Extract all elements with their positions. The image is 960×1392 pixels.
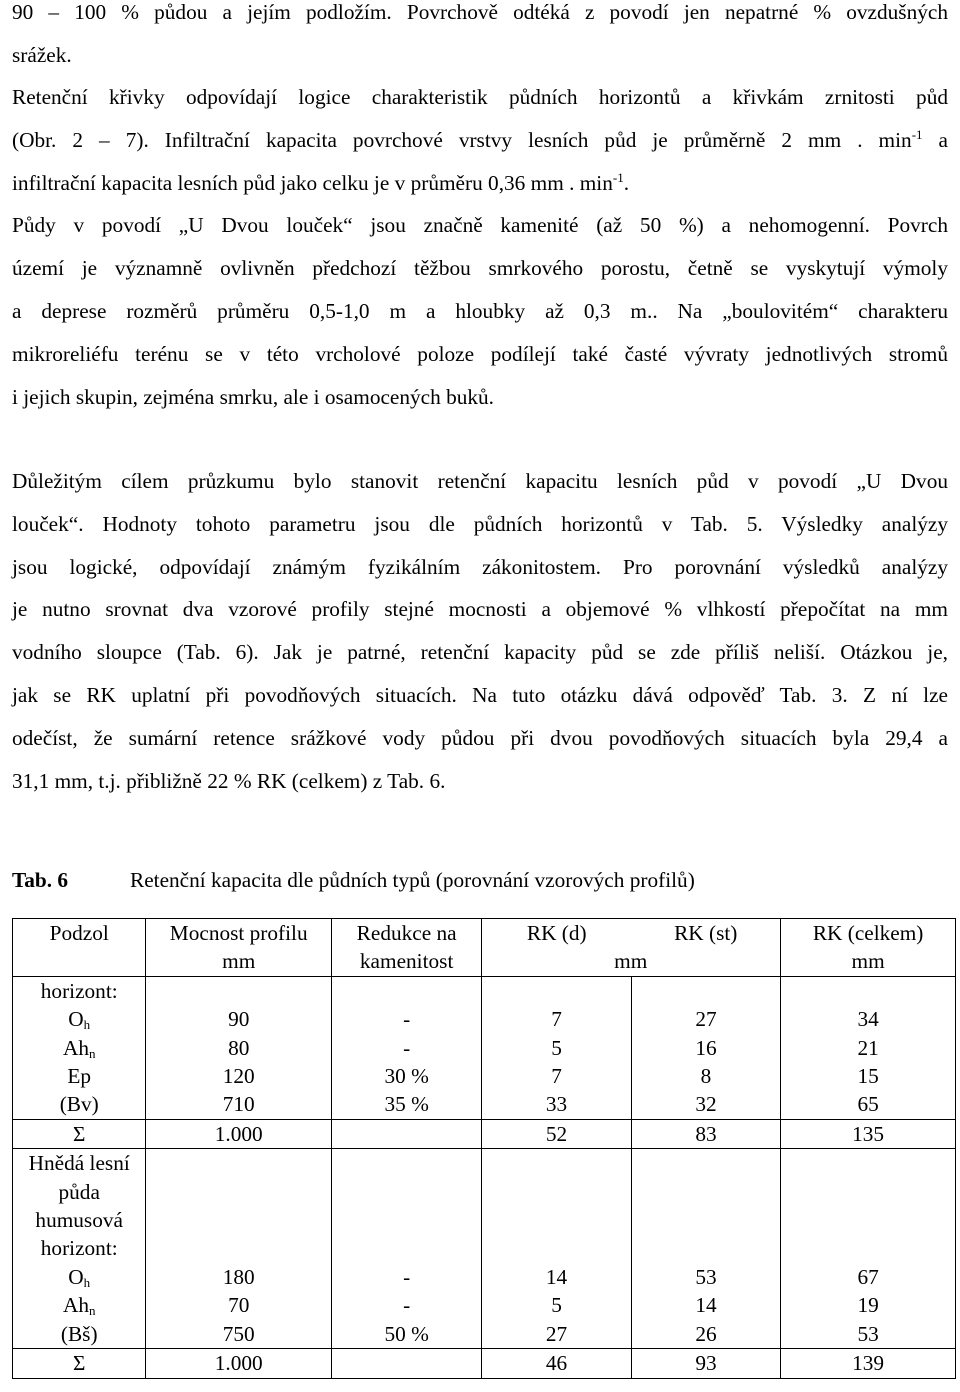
header-text: Podzol: [49, 921, 109, 945]
paragraph-2: [12, 76, 948, 418]
header-reduction: [332, 919, 482, 977]
text-line: 31,1 mm, t.j. přibližně 22 % RK (celkem) z Tab. 6.: [12, 768, 446, 793]
table-sum-row: [13, 1119, 956, 1148]
soil-type-label: Hnědá lesní: [28, 1151, 130, 1176]
sum-rk-st: 93: [631, 1349, 780, 1378]
header-text: RK (d): [526, 921, 587, 945]
table-row: [13, 1149, 956, 1349]
table-sum-row: [13, 1349, 956, 1378]
soil-type-label: půda: [58, 1179, 100, 1204]
horizon-name: $Ah_n$: [62, 1293, 96, 1319]
horizon-label: horizont:: [40, 1236, 118, 1261]
value: 7: [551, 1007, 562, 1032]
text-line: i jejich skupin, zejména smrku, ale i osamocených buků.: [12, 384, 495, 409]
text-line: louček“. Hodnoty tohoto parametru jsou dle půdních horizontů v Tab. 5. Výsledky analýzy: [12, 511, 948, 536]
rk-st-cell: [631, 976, 780, 1119]
text-line: je nutno srovnat dva vzorové profily stejné mocnosti a objemové % vlhkostí přepočítat na mm: [12, 597, 948, 622]
value: 120: [222, 1064, 255, 1089]
horizon-name: (Bš): [60, 1321, 98, 1346]
value: 80: [228, 1035, 250, 1060]
value: 53: [857, 1321, 879, 1346]
value: 19: [857, 1293, 879, 1318]
value: 7: [551, 1064, 562, 1089]
value: 70: [228, 1293, 250, 1318]
value: 30 %: [384, 1064, 429, 1089]
value: 67: [857, 1264, 879, 1289]
sum-label: Σ: [13, 1119, 146, 1148]
rk-d-cell: [482, 976, 631, 1119]
value: 14: [695, 1293, 717, 1318]
horizon-cell: [13, 976, 146, 1119]
value: 90: [228, 1007, 250, 1032]
sum-rk-d: 46: [482, 1349, 631, 1378]
rk-total-cell: [781, 976, 956, 1119]
horizon-label: horizont:: [40, 978, 118, 1003]
text-line: [12, 119, 948, 162]
header-text: kamenitost: [359, 949, 454, 974]
sum-rk-d: 52: [482, 1119, 631, 1148]
value: 5: [551, 1035, 562, 1060]
value: 26: [695, 1321, 717, 1346]
thickness-cell: [146, 1149, 332, 1349]
value: 180: [222, 1264, 255, 1289]
text-run: .: [623, 170, 630, 195]
table-number: Tab. 6: [12, 868, 69, 892]
text-line: odečíst, že sumární retence srážkové vody půdou při dvou povodňových situacích byla 29,4 a: [12, 725, 948, 750]
sum-reduction: [332, 1349, 482, 1378]
text-line: 90 – 100 % půdou a jejím podložím. Povrchově odtéká z povodí jen nepatrné % ovzdušných: [12, 0, 948, 24]
header-unit: mm: [851, 949, 885, 974]
value: -: [403, 1264, 411, 1289]
text-run: (Obr. 2 – 7). Infiltrační kapacita povrchové vrstvy lesních půd je průměrně 2 mm . min: [12, 127, 912, 152]
superscript: -1: [612, 169, 624, 185]
table-header-row: [13, 919, 956, 977]
header-unit: mm: [614, 949, 648, 974]
value: 33: [545, 1092, 568, 1117]
text-run: infiltrační kapacita lesních půd jako celku je v průměru 0,36 mm . min: [12, 170, 613, 195]
horizon-name: Ep: [67, 1064, 92, 1089]
rk-total-cell: [781, 1149, 956, 1349]
value: 710: [222, 1092, 255, 1117]
value: 27: [545, 1321, 568, 1346]
header-rk-total: [781, 919, 956, 977]
superscript: -1: [911, 126, 923, 142]
value: 21: [857, 1035, 879, 1060]
sum-rk-st: 83: [631, 1119, 780, 1148]
text-line: území je významně ovlivněn předchozí těžbou smrkového porostu, četně se vyskytují výmoly: [12, 256, 948, 281]
header-soil-type: [13, 919, 146, 977]
header-text: RK (st): [674, 921, 738, 945]
paragraph-3: [12, 460, 948, 802]
text-line: mikroreliéfu terénu se v této vrcholové poloze podílejí také časté vývraty jednotlivých stromů: [12, 341, 948, 366]
value: 50 %: [384, 1321, 429, 1346]
value: 32: [695, 1092, 717, 1117]
header-text: Mocnost profilu: [169, 921, 308, 945]
table-title: Retenční kapacita dle půdních typů (porovnání vzorových profilů): [130, 868, 695, 892]
value: 750: [222, 1321, 255, 1346]
text-line: Důležitým cílem průzkumu bylo stanovit retenční kapacitu lesních půd v povodí „U Dvou: [12, 469, 948, 493]
value: -: [403, 1007, 411, 1032]
paragraph-1: [12, 0, 948, 77]
reduction-cell: [332, 976, 482, 1119]
horizon-name: $O_h$: [68, 1264, 91, 1290]
value: 5: [551, 1293, 562, 1318]
reduction-cell: [332, 1149, 482, 1349]
horizon-cell: [13, 1149, 146, 1349]
value: 53: [695, 1264, 717, 1289]
text-line: vodního sloupce (Tab. 6). Jak je patrné, retenční kapacity půd se zde příliš neliší. Otázkou je,: [12, 640, 948, 665]
value: 65: [857, 1092, 879, 1117]
value: 8: [700, 1064, 712, 1089]
value: 35 %: [384, 1092, 429, 1117]
value: 14: [545, 1264, 568, 1289]
sum-label: Σ: [13, 1349, 146, 1378]
text-line: srážek.: [12, 42, 72, 67]
header-thickness: [146, 919, 332, 977]
sum-thickness: 1.000: [146, 1119, 332, 1148]
header-rk-st: [614, 919, 780, 977]
sum-rk-total: 139: [781, 1349, 956, 1378]
table-caption: [12, 862, 695, 898]
text-line: a deprese rozměrů průměru 0,5-1,0 m a hloubky až 0,3 m.. Na „boulovitém“ charakteru: [12, 298, 948, 323]
value: -: [403, 1035, 411, 1060]
text-line: Půdy v povodí „U Dvou louček“ jsou značně kamenité (až 50 %) a nehomogenní. Povrch: [12, 213, 948, 238]
header-unit: mm: [222, 949, 256, 974]
header-text: Redukce na: [356, 921, 457, 945]
table-row: [13, 976, 956, 1119]
value: 27: [695, 1007, 717, 1032]
soil-type-label: humusová: [35, 1208, 123, 1233]
value: -: [403, 1293, 411, 1318]
header-text: RK (celkem): [812, 921, 924, 945]
thickness-cell: [146, 976, 332, 1119]
text-line: [12, 162, 948, 205]
horizon-name: $O_h$: [68, 1007, 91, 1033]
value: 16: [695, 1035, 717, 1060]
value: 15: [857, 1064, 879, 1089]
rk-st-cell: [631, 1149, 780, 1349]
sum-rk-total: 135: [781, 1119, 956, 1148]
text-run: a: [922, 127, 949, 152]
text-line: jsou logické, odpovídají známým fyzikálním zákonitostem. Pro porovnání výsledků analýzy: [12, 554, 948, 579]
text-line: jak se RK uplatní při povodňových situacích. Na tuto otázku dává odpověď Tab. 3. Z ní lze: [12, 682, 948, 707]
sum-reduction: [332, 1119, 482, 1148]
rk-d-cell: [482, 1149, 631, 1349]
text-line: Retenční křivky odpovídají logice charakteristik půdních horizontů a křivkám zrnitosti půd: [12, 85, 948, 109]
horizon-name: $Ah_n$: [62, 1035, 96, 1061]
retention-table: [12, 918, 956, 1379]
sum-thickness: 1.000: [146, 1349, 332, 1378]
horizon-name: (Bv): [59, 1092, 99, 1117]
value: 34: [857, 1007, 879, 1032]
